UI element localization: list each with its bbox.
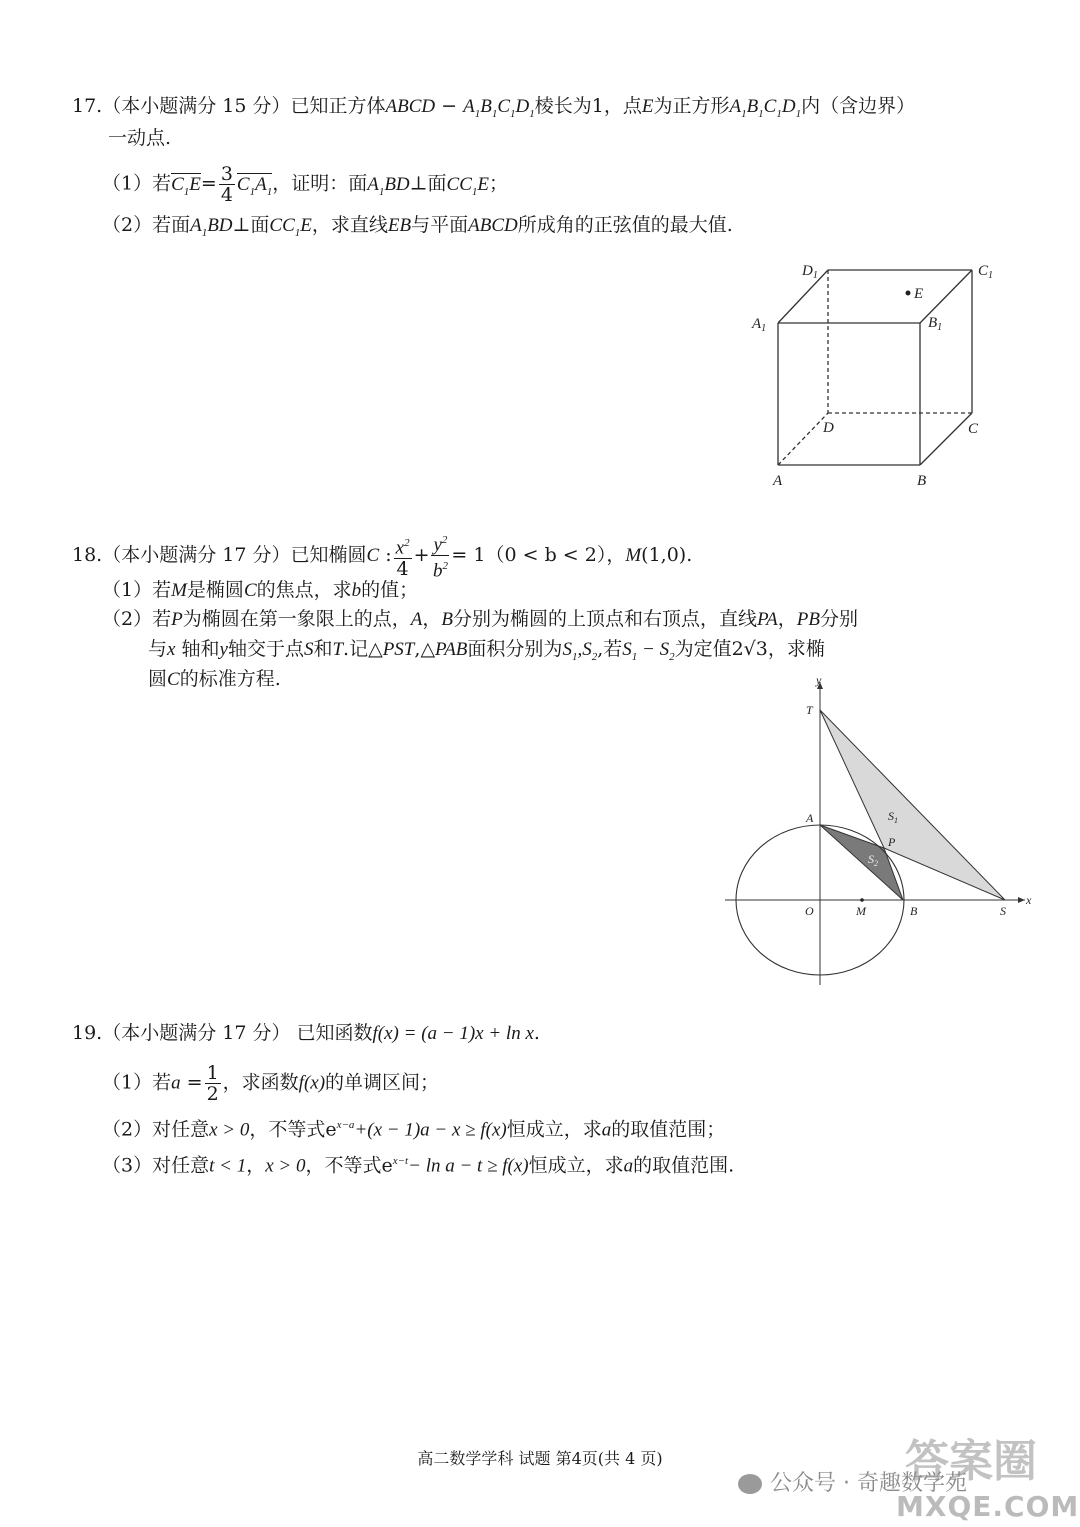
label-x: x	[1026, 893, 1032, 907]
q18-part2-line3: 圆C的标准方程.	[148, 668, 281, 690]
label-p: P	[888, 835, 896, 849]
q19-part3: （3）对任意t < 1，x > 0，不等式$e^{x-t}- \ln a - t \ge f(x)$恒成立，求a的取值范围.	[102, 1154, 735, 1177]
ellipse-figure	[720, 670, 1040, 990]
label-e: E	[914, 286, 924, 302]
q18-part2-line2: 与x 轴和y轴交于点S和T.记△PST,△PAB面积分别为$S_1,S_2$,若$S_1 - S_2$为定值2√3，求椭	[148, 638, 825, 663]
label-s: S	[1000, 904, 1006, 918]
q19-part1: （1）若a = $\frac{1}{2}$ ，求函数f(x)的单调区间；	[102, 1062, 440, 1105]
label-o: O	[805, 904, 814, 918]
watermark-url: MXQE.COM	[896, 1490, 1080, 1523]
label-b: B	[917, 473, 927, 489]
q18-stem: 18.（本小题满分 17 分）已知椭圆C : $\frac{x^2}{4}$ + $\frac{y^2}{b^2}$ = 1（0 < b < 2），M(1,0).	[72, 530, 692, 582]
page-footer: 高二数学学科 试题 第4页(共 4 页)	[417, 1449, 663, 1468]
label-y: y	[816, 673, 822, 687]
label-c1: $C_1$	[978, 263, 994, 281]
label-c: C	[968, 421, 979, 437]
label-s2: $S_2$	[868, 852, 878, 868]
label-a: A	[806, 811, 814, 825]
label-s1: $S_1$	[888, 809, 898, 825]
region-s1	[820, 710, 1005, 900]
q18-part1: （1）若M是椭圆C的焦点，求b的值；	[102, 579, 419, 601]
q17-stem-line1: 17.（本小题满分 15 分）已知正方体ABCD − $A_1B_1C_1D_1$棱长为1，点E为正方形$A_1B_1C_1D_1$内（含边界）	[72, 95, 916, 120]
cube-figure	[740, 255, 1020, 495]
point-e	[906, 291, 911, 296]
wechat-watermark: 公众号 · 奇趣数学苑	[738, 1466, 967, 1497]
label-d: D	[823, 420, 834, 436]
edge-bc	[920, 413, 972, 465]
q19-part2: （2）对任意x > 0，不等式$e^{x-a}+(x - 1)a - x \ge f(x)$恒成立，求a的取值范围；	[102, 1118, 726, 1141]
label-a1: $A_1$	[752, 316, 767, 334]
label-a: A	[773, 473, 783, 489]
label-b: B	[910, 904, 918, 918]
q17-stem-line2: 一动点.	[108, 127, 172, 149]
point-m	[860, 898, 864, 902]
q19-stem: 19.（本小题满分 17 分） 已知函数f(x) = (a − 1)x + ln x.	[72, 1022, 540, 1044]
label-m: M	[856, 904, 866, 918]
q17-part1: （1）若$C_1E=$ $\frac{3}{4}$ $C_1A_1$，证明：面$A_1BD\perp$面$CC_1E$；	[102, 163, 509, 206]
label-t: T	[806, 703, 813, 717]
label-d1: $D_1$	[802, 263, 818, 281]
q17-part2: （2）若面$A_1BD\perp$面$CC_1E$，求直线EB与平面ABCD所成角的正弦值的最大值.	[102, 214, 733, 239]
watermark-stamp: 答案圈	[905, 1436, 1037, 1487]
wechat-icon	[738, 1474, 762, 1494]
label-b1: $B_1$	[928, 315, 943, 333]
q18-part2-line1: （2）若P为椭圆在第一象限上的点，A，B分别为椭圆的上顶点和右顶点，直线PA，PB分别	[102, 608, 858, 630]
x-axis-arrow-icon	[1018, 897, 1025, 903]
edge-ad	[778, 413, 828, 465]
